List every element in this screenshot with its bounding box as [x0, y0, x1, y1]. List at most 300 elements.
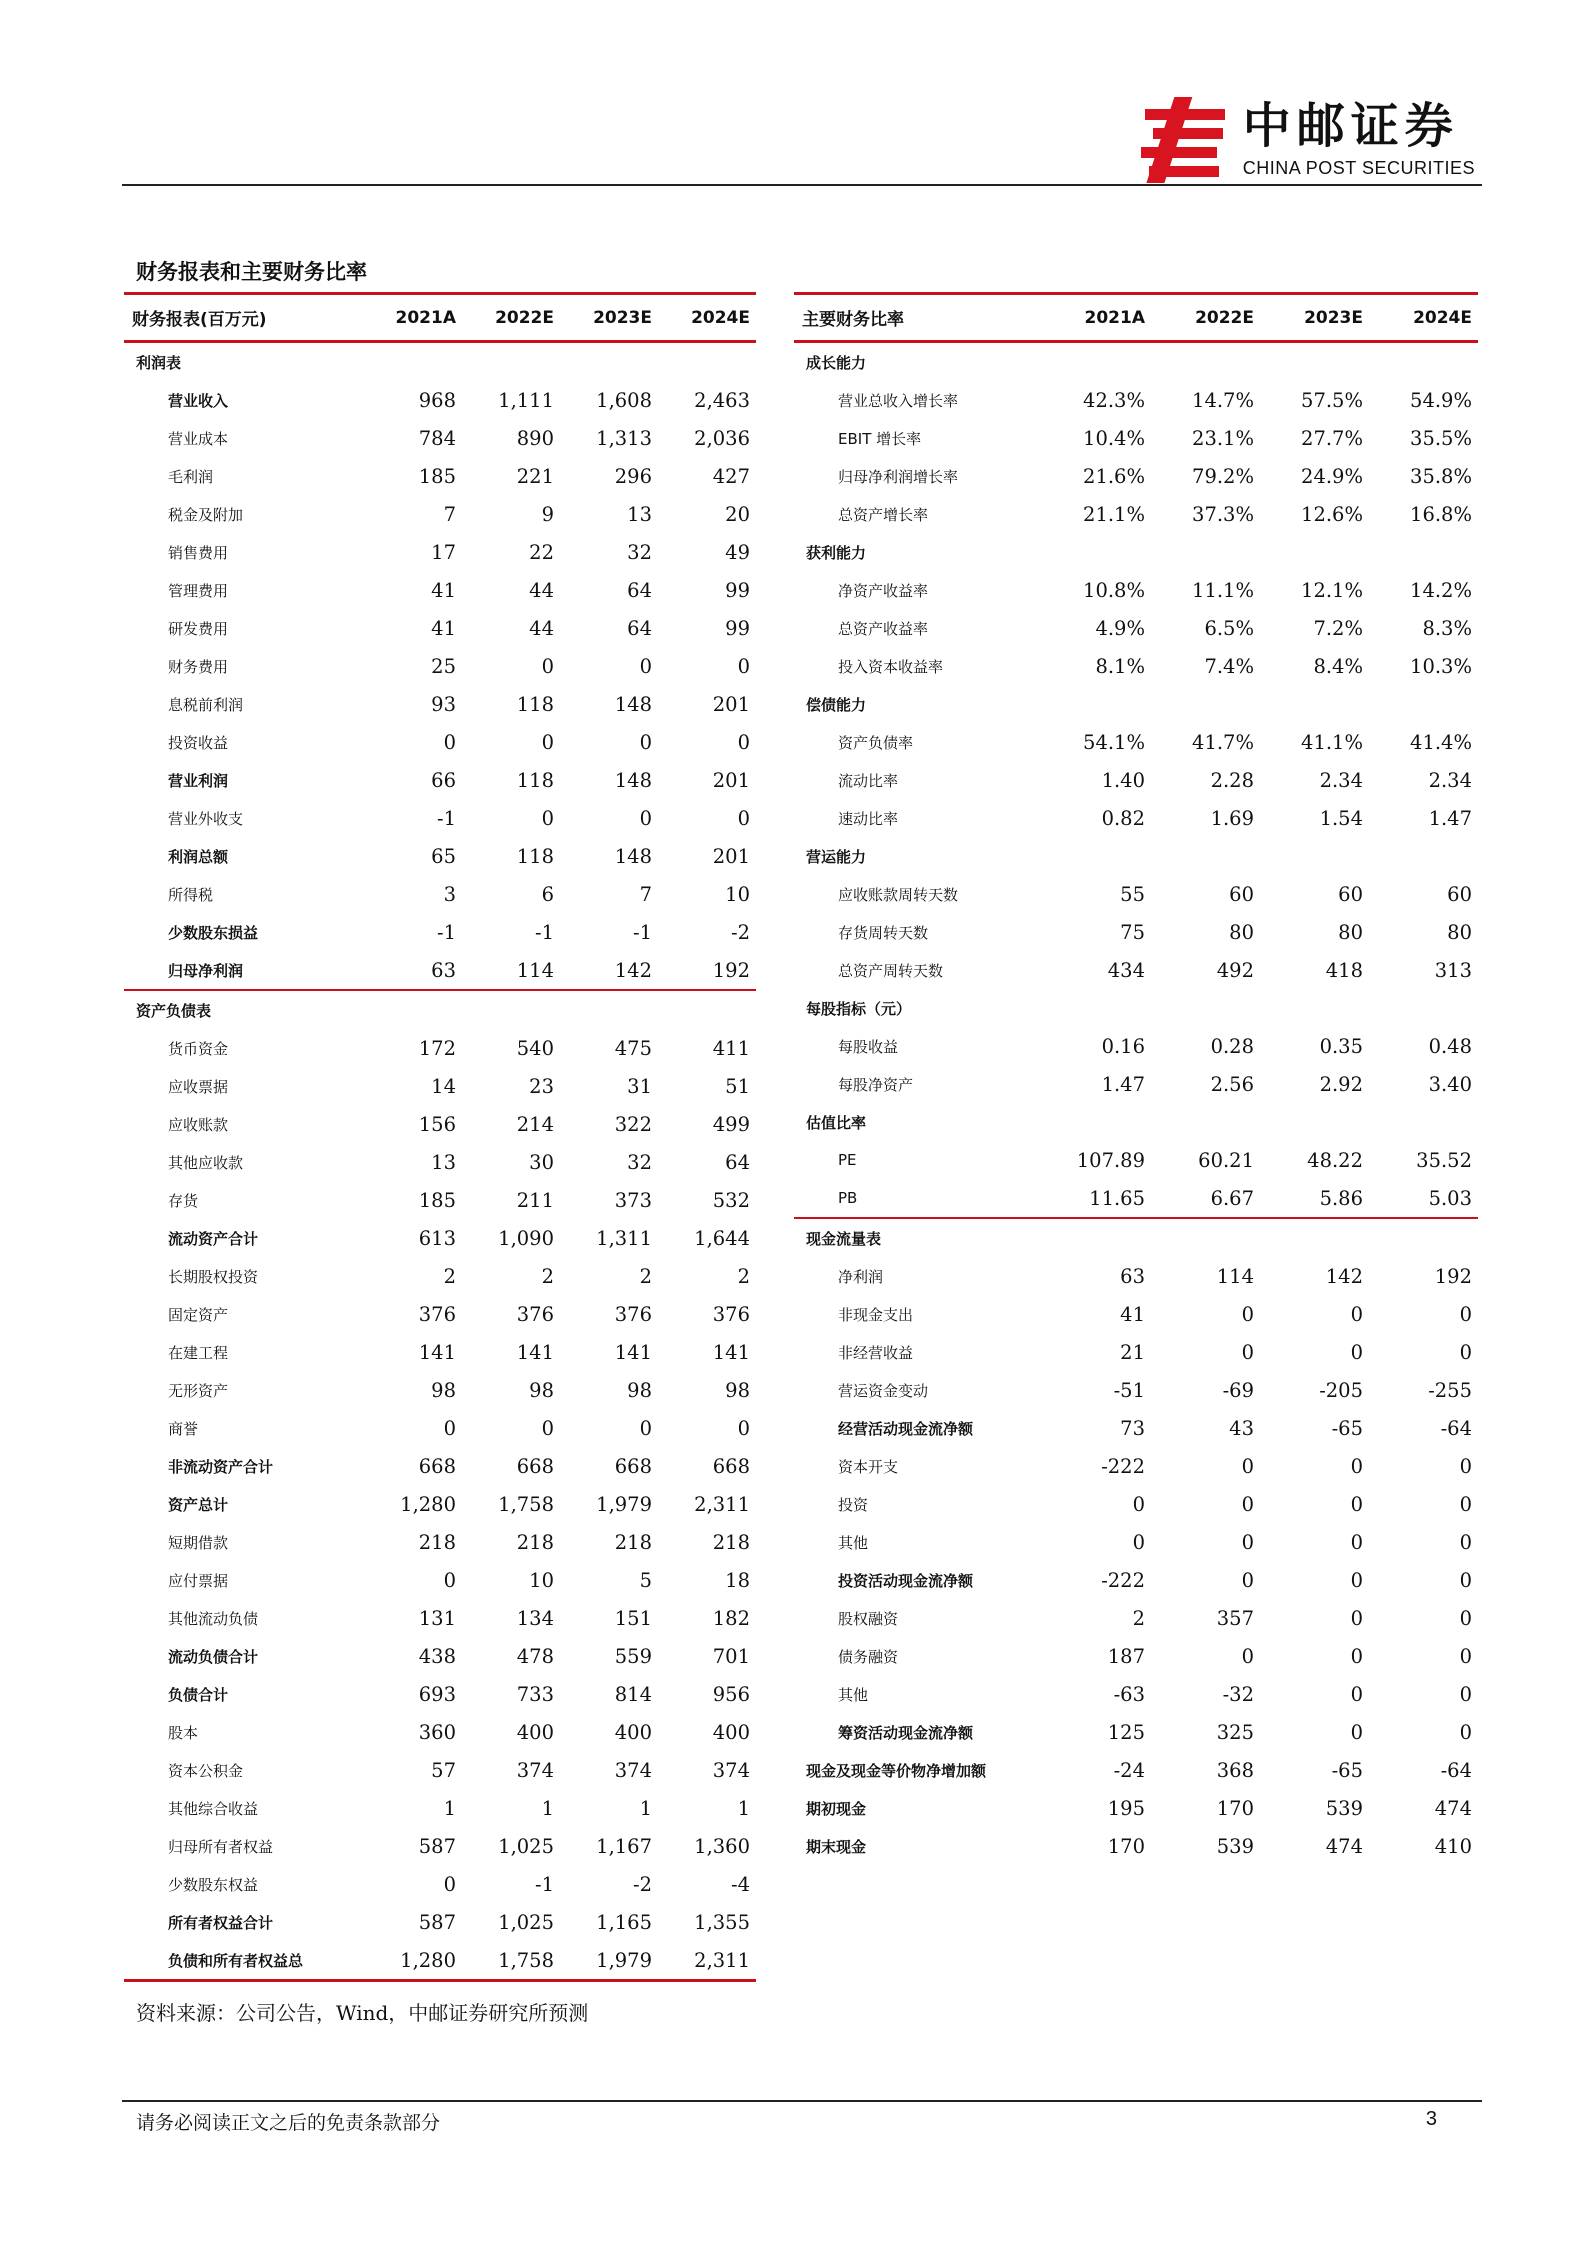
- value-cell: [1260, 342, 1369, 382]
- value-cell: 60: [1229, 882, 1254, 906]
- value-cell: 374: [712, 1758, 750, 1782]
- value-cell: 93: [431, 692, 456, 716]
- table-row: [794, 1218, 1478, 1257]
- value-cell: 668: [516, 1454, 554, 1478]
- value-cell: 8.3%: [1422, 616, 1472, 640]
- table-row: [124, 1865, 756, 1903]
- value-cell: 1.69: [1210, 806, 1254, 830]
- value-cell: 73: [1120, 1416, 1145, 1440]
- table-row: [794, 1637, 1478, 1675]
- value-cell: 10: [725, 882, 750, 906]
- row-label: 经营活动现金流净额: [838, 1419, 974, 1438]
- table-row: [794, 1827, 1478, 1865]
- value-cell: 0: [1459, 1340, 1472, 1364]
- value-cell: 57.5%: [1301, 388, 1363, 412]
- table-row: [124, 685, 756, 723]
- table-row: [794, 1751, 1478, 1789]
- value-cell: 0: [737, 730, 750, 754]
- table-row: [124, 1409, 756, 1447]
- value-cell: 0: [639, 806, 652, 830]
- value-cell: 8.1%: [1095, 654, 1145, 678]
- value-cell: 418: [1325, 958, 1363, 982]
- value-cell: 48.22: [1307, 1148, 1363, 1172]
- value-cell: 98: [431, 1378, 456, 1402]
- value-cell: [364, 990, 462, 1029]
- value-cell: 2,311: [694, 1492, 750, 1516]
- table-row: [124, 419, 756, 457]
- value-cell: 1,167: [596, 1834, 652, 1858]
- value-cell: 99: [725, 578, 750, 602]
- row-label: EBIT 增长率: [838, 429, 922, 448]
- row-label: 筹资活动现金流净额: [838, 1723, 974, 1742]
- value-cell: 0: [639, 730, 652, 754]
- value-cell: 35.5%: [1410, 426, 1472, 450]
- value-cell: 3.40: [1428, 1072, 1472, 1096]
- value-cell: 376: [418, 1302, 456, 1326]
- row-label: 其他: [838, 1533, 869, 1552]
- value-cell: 7.2%: [1313, 616, 1363, 640]
- value-cell: 114: [516, 958, 554, 982]
- value-cell: 5.03: [1428, 1186, 1472, 1210]
- value-cell: 587: [418, 1910, 456, 1934]
- value-cell: 360: [418, 1720, 456, 1744]
- table-row: [124, 1485, 756, 1523]
- value-cell: 0: [1132, 1530, 1145, 1554]
- table-row: [794, 342, 1478, 382]
- value-cell: 13: [627, 502, 652, 526]
- value-cell: 10: [529, 1568, 554, 1592]
- value-cell: 98: [725, 1378, 750, 1402]
- value-cell: 376: [516, 1302, 554, 1326]
- row-label: 投资活动现金流净额: [838, 1571, 974, 1590]
- value-cell: 2: [1132, 1606, 1145, 1630]
- value-cell: -2: [731, 920, 750, 944]
- value-cell: 14.2%: [1410, 578, 1472, 602]
- value-cell: 218: [614, 1530, 652, 1554]
- value-cell: 0: [1459, 1302, 1472, 1326]
- value-cell: 0: [1459, 1682, 1472, 1706]
- value-cell: 51: [725, 1074, 750, 1098]
- value-cell: 7: [639, 882, 652, 906]
- row-label: 商誉: [168, 1419, 199, 1438]
- value-cell: [1042, 989, 1151, 1027]
- table-row: [794, 381, 1478, 419]
- value-cell: 24.9%: [1301, 464, 1363, 488]
- value-cell: [1151, 989, 1260, 1027]
- value-cell: 44: [529, 616, 554, 640]
- row-label: 债务融资: [838, 1647, 899, 1666]
- financial-statements-panel: [124, 292, 756, 1982]
- table-row: [794, 875, 1478, 913]
- value-cell: 1,280: [400, 1492, 456, 1516]
- value-cell: [1369, 1103, 1478, 1141]
- value-cell: 80: [1338, 920, 1363, 944]
- table-row: [124, 1105, 756, 1143]
- table-row: [794, 1027, 1478, 1065]
- value-cell: 60: [1338, 882, 1363, 906]
- row-label: 总资产增长率: [838, 505, 929, 524]
- table-row: [794, 1179, 1478, 1218]
- value-cell: 4.9%: [1095, 616, 1145, 640]
- value-cell: 668: [614, 1454, 652, 1478]
- row-label: 非流动资产合计: [168, 1457, 274, 1476]
- value-cell: 6.5%: [1204, 616, 1254, 640]
- value-cell: 400: [614, 1720, 652, 1744]
- value-cell: [560, 342, 658, 382]
- value-cell: [462, 990, 560, 1029]
- value-cell: 170: [1107, 1834, 1145, 1858]
- value-cell: 7.4%: [1204, 654, 1254, 678]
- value-cell: 5: [639, 1568, 652, 1592]
- value-cell: [1369, 533, 1478, 571]
- table-row: [794, 913, 1478, 951]
- value-cell: 66: [431, 768, 456, 792]
- table-row: [794, 1485, 1478, 1523]
- value-cell: 64: [627, 616, 652, 640]
- value-cell: 201: [712, 692, 750, 716]
- row-label: 期末现金: [806, 1837, 867, 1856]
- row-label: 流动负债合计: [168, 1647, 259, 1666]
- row-label: 少数股东损益: [168, 923, 259, 942]
- financial-statements-table: [124, 292, 756, 1982]
- value-cell: 64: [725, 1150, 750, 1174]
- value-cell: [1260, 1103, 1369, 1141]
- value-cell: 0: [541, 730, 554, 754]
- value-cell: [1260, 1218, 1369, 1257]
- table-row: [124, 533, 756, 571]
- value-cell: 23.1%: [1192, 426, 1254, 450]
- value-cell: -1: [535, 1872, 554, 1896]
- value-cell: 0: [1459, 1530, 1472, 1554]
- value-cell: 0: [737, 806, 750, 830]
- row-label: 净资产收益率: [838, 581, 929, 600]
- value-cell: 814: [614, 1682, 652, 1706]
- value-cell: 1,025: [498, 1910, 554, 1934]
- value-cell: [1151, 1218, 1260, 1257]
- row-label: 负债和所有者权益总: [124, 1941, 364, 1981]
- value-cell: 0: [1350, 1682, 1363, 1706]
- value-cell: [1151, 837, 1260, 875]
- value-cell: 148: [614, 692, 652, 716]
- value-cell: 2.28: [1210, 768, 1254, 792]
- key-ratios-body: [794, 342, 1478, 1866]
- table-row: [124, 647, 756, 685]
- value-cell: 16.8%: [1410, 502, 1472, 526]
- value-cell: -24: [1113, 1758, 1145, 1782]
- row-label: 其他综合收益: [168, 1799, 259, 1818]
- value-cell: 0: [1350, 1606, 1363, 1630]
- table-row: [124, 1903, 756, 1941]
- row-label: 每股收益: [838, 1037, 899, 1056]
- value-cell: [1260, 989, 1369, 1027]
- row-label: 短期借款: [168, 1533, 229, 1552]
- value-cell: 2.56: [1210, 1072, 1254, 1096]
- row-label: 期初现金: [806, 1799, 867, 1818]
- table-row: [794, 989, 1478, 1027]
- value-cell: 43: [1229, 1416, 1254, 1440]
- row-label: 应收账款: [168, 1115, 229, 1134]
- value-cell: 32: [627, 1150, 652, 1174]
- value-cell: 57: [431, 1758, 456, 1782]
- value-cell: 214: [516, 1112, 554, 1136]
- value-cell: [1042, 685, 1151, 723]
- value-cell: 668: [712, 1454, 750, 1478]
- value-cell: -255: [1428, 1378, 1472, 1402]
- value-cell: 32: [627, 540, 652, 564]
- value-cell: [1042, 533, 1151, 571]
- value-cell: 41: [431, 578, 456, 602]
- key-ratios-table: [794, 292, 1478, 1865]
- table-row: [124, 1219, 756, 1257]
- value-cell: 0: [1350, 1302, 1363, 1326]
- value-cell: 357: [1216, 1606, 1254, 1630]
- table-row: [124, 1713, 756, 1751]
- value-cell: 218: [418, 1530, 456, 1554]
- table-row: [124, 913, 756, 951]
- value-cell: 0: [443, 1568, 456, 1592]
- row-label: 应收账款周转天数: [838, 885, 959, 904]
- table-row: [794, 799, 1478, 837]
- row-label: 税金及附加: [168, 505, 244, 524]
- value-cell: 11.65: [1089, 1186, 1145, 1210]
- value-cell: 148: [614, 844, 652, 868]
- value-cell: 80: [1447, 920, 1472, 944]
- row-label: 获利能力: [806, 543, 867, 562]
- value-cell: 8.4%: [1313, 654, 1363, 678]
- value-cell: 0: [1241, 1492, 1254, 1516]
- table-row: [124, 951, 756, 990]
- value-cell: [1042, 1218, 1151, 1257]
- value-cell: 221: [516, 464, 554, 488]
- value-cell: 0.16: [1101, 1034, 1145, 1058]
- value-cell: 0.48: [1428, 1034, 1472, 1058]
- row-label: 资本公积金: [168, 1761, 244, 1780]
- header-cell: 2022E: [462, 294, 560, 342]
- value-cell: 11.1%: [1192, 578, 1254, 602]
- value-cell: 114: [1216, 1264, 1254, 1288]
- value-cell: [1260, 837, 1369, 875]
- value-cell: 64: [627, 578, 652, 602]
- table-row: [794, 533, 1478, 571]
- value-cell: 1: [541, 1796, 554, 1820]
- row-label: 营运能力: [806, 847, 867, 866]
- value-cell: 540: [516, 1036, 554, 1060]
- table-row: [124, 1523, 756, 1561]
- value-cell: 0: [1241, 1340, 1254, 1364]
- table-row: [124, 1295, 756, 1333]
- value-cell: [1151, 685, 1260, 723]
- value-cell: 587: [418, 1834, 456, 1858]
- table-row: [124, 875, 756, 913]
- value-cell: 20: [725, 502, 750, 526]
- value-cell: 3: [443, 882, 456, 906]
- value-cell: 0: [1350, 1568, 1363, 1592]
- row-label: 应收票据: [168, 1077, 229, 1096]
- value-cell: 35.8%: [1410, 464, 1472, 488]
- value-cell: 1,111: [498, 388, 554, 412]
- table-row: [794, 647, 1478, 685]
- value-cell: -1: [633, 920, 652, 944]
- value-cell: 296: [614, 464, 652, 488]
- value-cell: -32: [1222, 1682, 1254, 1706]
- value-cell: 400: [516, 1720, 554, 1744]
- table-row: [124, 1561, 756, 1599]
- value-cell: 0: [1241, 1644, 1254, 1668]
- value-cell: 10.8%: [1083, 578, 1145, 602]
- value-cell: 0: [1459, 1606, 1472, 1630]
- table-row: [794, 1065, 1478, 1103]
- key-ratios-panel: [794, 292, 1478, 1865]
- value-cell: 141: [712, 1340, 750, 1364]
- row-label: 每股净资产: [838, 1075, 914, 1094]
- value-cell: 1,090: [498, 1226, 554, 1250]
- value-cell: 65: [431, 844, 456, 868]
- value-cell: 499: [712, 1112, 750, 1136]
- value-cell: 63: [431, 958, 456, 982]
- row-label: 研发费用: [168, 619, 229, 638]
- value-cell: 1,608: [596, 388, 652, 412]
- value-cell: 1,758: [462, 1941, 560, 1981]
- value-cell: 201: [712, 768, 750, 792]
- value-cell: 35.52: [1416, 1148, 1472, 1172]
- table-row: [124, 990, 756, 1029]
- value-cell: [1042, 1103, 1151, 1141]
- value-cell: 27.7%: [1301, 426, 1363, 450]
- value-cell: 134: [516, 1606, 554, 1630]
- value-cell: [1369, 685, 1478, 723]
- data-source-note: 资料来源：公司公告，Wind，中邮证券研究所预测: [136, 2001, 589, 2025]
- value-cell: 131: [418, 1606, 456, 1630]
- value-cell: [462, 342, 560, 382]
- value-cell: -65: [1331, 1758, 1363, 1782]
- row-label: 每股指标（元）: [806, 999, 912, 1018]
- table-row: [124, 1675, 756, 1713]
- table-row: [124, 1637, 756, 1675]
- row-label: 在建工程: [168, 1343, 229, 1362]
- header-divider: [122, 184, 1482, 186]
- value-cell: -1: [535, 920, 554, 944]
- value-cell: [658, 990, 756, 1029]
- value-cell: 0: [1350, 1340, 1363, 1364]
- value-cell: 63: [1120, 1264, 1145, 1288]
- value-cell: 0: [1350, 1492, 1363, 1516]
- table-row: [124, 1181, 756, 1219]
- value-cell: 478: [516, 1644, 554, 1668]
- row-label: 营业外收支: [168, 809, 244, 828]
- value-cell: 156: [418, 1112, 456, 1136]
- table-row: [124, 1447, 756, 1485]
- value-cell: 2,311: [658, 1941, 756, 1981]
- table-row: [124, 799, 756, 837]
- value-cell: -1: [437, 806, 456, 830]
- value-cell: 187: [1107, 1644, 1145, 1668]
- value-cell: 693: [418, 1682, 456, 1706]
- value-cell: 532: [712, 1188, 750, 1212]
- value-cell: 1,758: [498, 1492, 554, 1516]
- value-cell: [1151, 533, 1260, 571]
- table-row: [794, 1333, 1478, 1371]
- row-label: 管理费用: [168, 581, 229, 600]
- table-row: [124, 1333, 756, 1371]
- row-label: 总资产收益率: [838, 619, 929, 638]
- value-cell: 25: [431, 654, 456, 678]
- value-cell: -4: [731, 1872, 750, 1896]
- value-cell: 185: [418, 464, 456, 488]
- table-row: [124, 1143, 756, 1181]
- value-cell: 376: [712, 1302, 750, 1326]
- row-label: 营业总收入增长率: [838, 391, 959, 410]
- value-cell: 125: [1107, 1720, 1145, 1744]
- table-row: [794, 1409, 1478, 1447]
- row-label: 营业利润: [168, 771, 229, 790]
- value-cell: [1369, 989, 1478, 1027]
- value-cell: 99: [725, 616, 750, 640]
- value-cell: 0: [1459, 1568, 1472, 1592]
- row-label: 资产负债率: [838, 733, 914, 752]
- value-cell: 60: [1447, 882, 1472, 906]
- value-cell: 400: [712, 1720, 750, 1744]
- value-cell: 0: [1350, 1454, 1363, 1478]
- value-cell: 1,979: [560, 1941, 658, 1981]
- row-label: 营业成本: [168, 429, 229, 448]
- row-label: PE: [838, 1151, 857, 1169]
- row-label: 归母净利润增长率: [838, 467, 959, 486]
- value-cell: 12.1%: [1301, 578, 1363, 602]
- value-cell: 107.89: [1076, 1148, 1145, 1172]
- table-row: [794, 1103, 1478, 1141]
- row-label: 少数股东权益: [168, 1875, 259, 1894]
- value-cell: [1042, 342, 1151, 382]
- table-header-row: [794, 294, 1478, 342]
- row-label: 货币资金: [168, 1039, 229, 1058]
- value-cell: 55: [1120, 882, 1145, 906]
- row-label: 营运资金变动: [838, 1381, 929, 1400]
- value-cell: 492: [1216, 958, 1254, 982]
- value-cell: 79.2%: [1192, 464, 1254, 488]
- table-row: [794, 1599, 1478, 1637]
- row-label: 所有者权益合计: [168, 1913, 274, 1932]
- value-cell: 141: [614, 1340, 652, 1364]
- value-cell: 142: [1325, 1264, 1363, 1288]
- row-label: 估值比率: [806, 1113, 867, 1132]
- value-cell: 0.82: [1101, 806, 1145, 830]
- value-cell: 0.35: [1319, 1034, 1363, 1058]
- table-row: [124, 723, 756, 761]
- value-cell: 0: [737, 1416, 750, 1440]
- value-cell: 6: [541, 882, 554, 906]
- value-cell: 10.4%: [1083, 426, 1145, 450]
- table-row: [794, 1789, 1478, 1827]
- value-cell: 539: [1325, 1796, 1363, 1820]
- value-cell: -2: [633, 1872, 652, 1896]
- value-cell: 5.86: [1319, 1186, 1363, 1210]
- value-cell: 2,463: [694, 388, 750, 412]
- value-cell: 0: [541, 806, 554, 830]
- value-cell: 98: [627, 1378, 652, 1402]
- logo-chinese-name: 中邮证券: [1242, 97, 1459, 154]
- value-cell: -205: [1319, 1378, 1363, 1402]
- row-label: 股本: [168, 1723, 199, 1742]
- value-cell: 37.3%: [1192, 502, 1254, 526]
- table-row: [794, 761, 1478, 799]
- value-cell: 182: [712, 1606, 750, 1630]
- value-cell: 118: [516, 768, 554, 792]
- value-cell: 0: [1459, 1644, 1472, 1668]
- header-cell: 2024E: [658, 294, 756, 342]
- value-cell: 0: [443, 730, 456, 754]
- row-label: 非现金支出: [838, 1305, 914, 1324]
- row-label: 归母所有者权益: [168, 1837, 274, 1856]
